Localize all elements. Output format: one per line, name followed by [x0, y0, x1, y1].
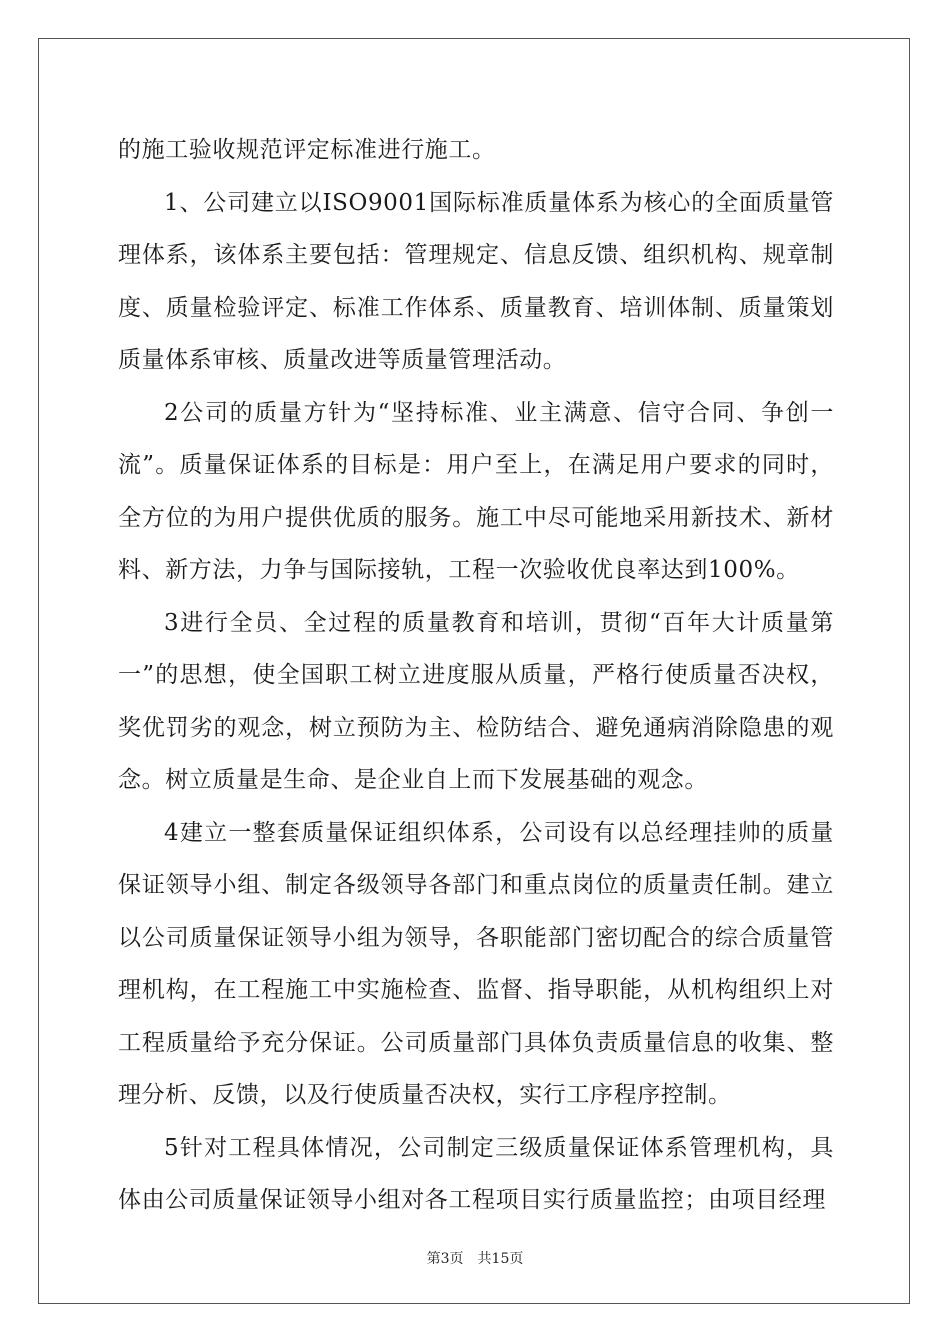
paragraph-item-1: 1、公司建立以ISO9001国际标准质量体系为核心的全面质量管理体系，该体系主要包括：管理规定、信息反馈、组织机构、规章制度、质量检验评定、标准工作体系、质量教育、培训体制、质量策划质量体系审核、质量改进等质量管理活动。 — [118, 189, 834, 373]
document-body — [118, 124, 834, 1227]
page-number: 第3页 — [426, 1251, 464, 1267]
paragraph-continuation: 的施工验收规范评定标准进行施工。 — [118, 137, 496, 163]
paragraph-item-3: 3进行全员、全过程的质量教育和培训，贯彻“百年大计质量第一”的思想，使全国职工树立进度服从质量，严格行使质量否决权，奖优罚劣的观念，树立预防为主、检防结合、避免通病消除隐患的观念。树立质量是生命、是企业自上而下发展基础的观念。 — [118, 609, 834, 793]
paragraph-item-4: 4建立一整套质量保证组织体系，公司设有以总经理挂帅的质量保证领导小组、制定各级领导各部门和重点岗位的质量责任制。建立以公司质量保证领导小组为领导，各职能部门密切配合的综合质量管理机构，在工程施工中实施检查、监督、指导职能，从机构组织上对工程质量给予充分保证。公司质量部门具体负责质量信息的收集、整理分析、反馈，以及行使质量否决权，实行工序程序控制。 — [118, 819, 834, 1108]
paragraph-item-5: 5针对工程具体情况，公司制定三级质量保证体系管理机构，具体由公司质量保证领导小组对各工程项目实行质量监控；由项目经理 — [118, 1134, 834, 1213]
page-footer — [0, 1248, 950, 1268]
paragraph-item-2: 2公司的质量方针为“坚持标准、业主满意、信守合同、争创一流”。质量保证体系的目标是：用户至上，在满足用户要求的同时，全方位的为用户提供优质的服务。施工中尽可能地采用新技术、新材料、新方法，力争与国际接轨，工程一次验收优良率达到100%。 — [118, 399, 834, 583]
page-total: 共15页 — [477, 1251, 524, 1267]
